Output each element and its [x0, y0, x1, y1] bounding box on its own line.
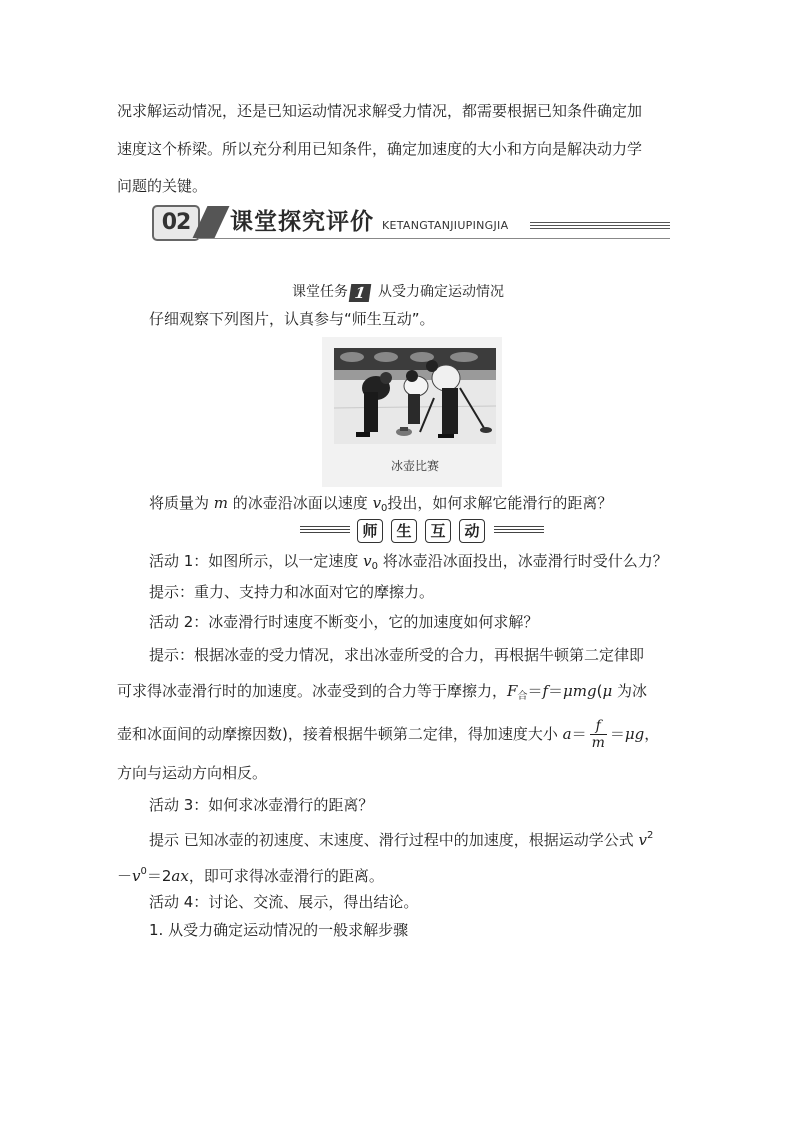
- hint-2-line-3: [117, 712, 659, 756]
- question-text-3: 投出，如何求解它能滑行的距离？: [387, 494, 613, 512]
- curling-photo: [334, 348, 496, 444]
- symbol-mu: μ: [602, 682, 613, 700]
- interaction-rule-left: [300, 526, 350, 534]
- equals-1: ＝: [527, 682, 543, 700]
- task-number-badge: 1: [349, 284, 372, 302]
- hint-3-symbol-v0: v: [132, 867, 141, 885]
- task-prefix: 课堂任务: [292, 284, 348, 300]
- intro-line-2: 速度这个桥梁。所以充分利用已知条件，确定加速度的大小和方向是解决动力学: [117, 140, 643, 158]
- activity-4: 活动 4：讨论、交流、展示，得出结论。: [149, 893, 419, 911]
- interaction-char-3: 互: [425, 519, 451, 543]
- symbol-F-subscript: 合: [517, 691, 528, 702]
- hint-2-line-3-end: ，: [644, 725, 660, 743]
- section-banner: [150, 202, 672, 242]
- activity-1-symbol-v: v: [363, 552, 372, 570]
- hint-3-line-1-text: 提示 已知冰壶的初速度、末速度、滑行过程中的加速度，根据运动学公式: [149, 831, 639, 849]
- activity-3: 活动 3：如何求冰壶滑行的距离？: [149, 796, 374, 814]
- interaction-char-1: 师: [357, 519, 383, 543]
- question-text-2: 的冰壶沿冰面以速度: [228, 494, 373, 512]
- task-heading: [292, 282, 504, 302]
- equals-4: ＝: [609, 725, 625, 743]
- fraction-numerator: f: [590, 718, 607, 735]
- banner-rules: [530, 222, 670, 234]
- hint-2-line-2-end: 为冰: [612, 682, 647, 700]
- intro-line-3: 问题的关键。: [117, 177, 208, 195]
- section-pinyin: KETANGTANJIUPINGJIA: [382, 219, 509, 232]
- symbol-m: m: [213, 494, 229, 512]
- hint-3-line-2: [117, 862, 384, 886]
- interaction-char-2: 生: [391, 519, 417, 543]
- minus-sign: －: [117, 867, 133, 885]
- hint-3-line-2-end: ，即可求得冰壶滑行的距离。: [188, 867, 384, 885]
- interaction-rule-right: [494, 526, 544, 534]
- activity-2: 活动 2：冰壶滑行时速度不断变小，它的加速度如何求解？: [149, 613, 539, 631]
- section-title: 课堂探究评价: [230, 208, 374, 235]
- question-text-1: 将质量为: [149, 494, 214, 512]
- hint-2-line-2-text: 可求得冰壶滑行时的加速度。冰壶受到的合力等于摩擦力，: [117, 682, 508, 700]
- equals-2: ＝: [548, 682, 564, 700]
- hint-2-line-4: 方向与运动方向相反。: [117, 764, 268, 782]
- hint-3-superscript: 2: [647, 830, 654, 841]
- activity-1-subscript: 0: [371, 561, 378, 572]
- hint-3-v0-superscript: 0: [140, 866, 147, 877]
- symbol-a: a: [562, 725, 572, 743]
- hint-3-symbol-v: v: [638, 831, 648, 849]
- fraction-denominator: m: [591, 735, 605, 751]
- photo-caption: 冰壶比赛: [390, 459, 439, 473]
- section-number: 02: [152, 205, 200, 241]
- hint-3-line-1: [149, 826, 653, 850]
- symbol-v-subscript: 0: [381, 503, 388, 514]
- symbol-mu-g: μg: [624, 725, 645, 743]
- hint-1: 提示：重力、支持力和冰面对它的摩擦力。: [149, 583, 435, 601]
- hint-2-line-2: [117, 681, 647, 707]
- symbol-v: v: [372, 494, 382, 512]
- intro-line-1: 况求解运动情况，还是已知运动情况求解受力情况，都需要根据已知条件确定加: [117, 102, 643, 120]
- interaction-char-4: 动: [459, 519, 485, 543]
- symbol-F: F: [507, 682, 518, 700]
- activity-1: [149, 551, 668, 577]
- paren-open: (: [596, 682, 603, 700]
- activity-1-text-2: 将冰壶沿冰面投出，冰壶滑行时受什么力？: [377, 552, 668, 570]
- fraction-f-over-m: [590, 718, 607, 751]
- hint-2-line-3-text: 壶和冰面间的动摩擦因数)，接着根据牛顿第二定律，得加速度大小: [117, 725, 563, 743]
- banner-underline: [198, 238, 670, 239]
- symbol-f: f: [542, 682, 549, 700]
- step-1-heading: 1. 从受力确定运动情况的一般求解步骤: [149, 921, 409, 939]
- activity-1-text-1: 活动 1：如图所示，以一定速度: [149, 552, 364, 570]
- symbol-ax: ax: [171, 867, 189, 885]
- symbol-mu-mg: μmg: [563, 682, 597, 700]
- guiding-question: [149, 493, 612, 519]
- task-title: 从受力确定运动情况: [378, 284, 504, 300]
- hint-2-line-1: 提示：根据冰壶的受力情况，求出冰壶所受的合力，再根据牛顿第二定律即: [149, 646, 645, 664]
- equals-3: ＝: [571, 725, 587, 743]
- observe-instruction: 仔细观察下列图片，认真参与“师生互动”。: [149, 310, 435, 328]
- equals-2ax: ＝2: [146, 867, 172, 885]
